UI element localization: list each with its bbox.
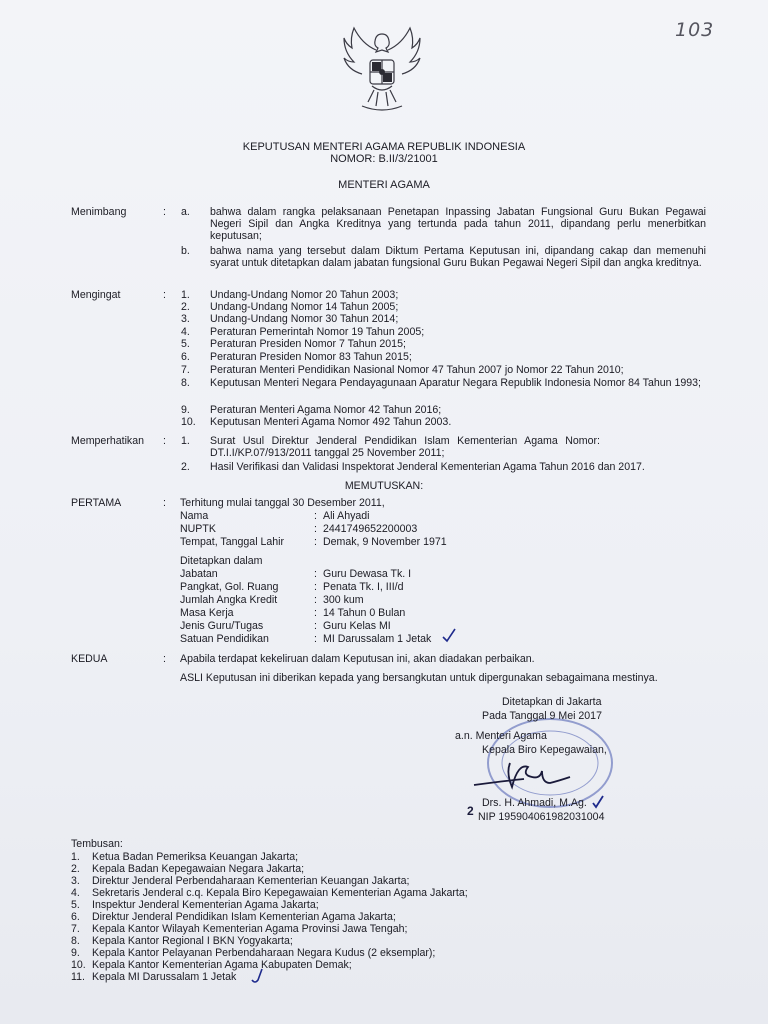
list-index: 8. [181,377,190,389]
field-label: Nama [180,510,209,522]
kedua-text: Apabila terdapat kekeliruan dalam Keputusan ini, akan diadakan perbaikan. [180,653,535,665]
mengingat-colon: : [163,289,166,301]
list-index: 5. [181,338,190,350]
memperhatikan-label: Memperhatikan [71,435,145,447]
list-index: 7. [71,923,80,935]
list-text: Direktur Jenderal Pendidikan Islam Kementerian Agama Jakarta; [92,911,396,923]
list-index: 1. [71,851,80,863]
list-text: Inspektur Jenderal Kementerian Agama Jakarta; [92,899,319,911]
list-index: 10. [181,416,196,428]
field-value: Guru Kelas MI [323,620,391,632]
list-item [71,947,435,959]
list-index: 3. [71,875,80,887]
list-item: Peraturan Presiden Nomor 7 Tahun 2015; [210,338,406,350]
field-value: Demak, 9 November 1971 [323,536,447,548]
list-index: 4. [181,326,190,338]
list-index: 1. [181,435,190,447]
handwritten-page-number: 103 [675,19,715,41]
list-item: Peraturan Pemerintah Nomor 19 Tahun 2005; [210,326,425,338]
list-text: Kepala Kantor Kementerian Agama Kabupaten Demak; [92,959,352,971]
list-item [71,851,298,863]
decree-number: NOMOR: B.II/3/21001 [330,153,438,165]
list-index: b. [181,245,190,257]
list-item: Peraturan Presiden Nomor 83 Tahun 2015; [210,351,412,363]
on-behalf-of: a.n. Menteri Agama [455,730,547,742]
list-index: a. [181,206,190,218]
checkmark-icon [591,795,605,809]
list-item: Keputusan Menteri Negara Pendayagunaan Aparatur Negara Republik Indonesia Nomor 84 Tahun 1993; [210,377,701,389]
signing-place: Ditetapkan di Jakarta [502,696,602,708]
pertama-intro: Terhitung mulai tanggal 30 Desember 2011, [180,497,385,509]
list-index: 6. [181,351,190,363]
pertama-label: PERTAMA [71,497,122,509]
list-text: Kepala MI Darussalam 1 Jetak [92,971,237,983]
checkmark-icon [441,628,457,644]
list-index: 5. [71,899,80,911]
field-separator: : [314,568,317,580]
handwritten-mark: 2 [467,804,474,818]
list-item [71,887,468,899]
field-label: NUPTK [180,523,216,535]
list-item: Undang-Undang Nomor 20 Tahun 2003; [210,289,399,301]
list-text: Sekretaris Jenderal c.q. Kepala Biro Kepegawaian Kementerian Agama Jakarta; [92,887,468,899]
list-item: Hasil Verifikasi dan Validasi Inspektorat Jenderal Kementerian Agama Tahun 2016 dan 2017. [210,461,645,473]
list-item [71,935,293,947]
menimbang-label: Menimbang [71,206,127,218]
list-item [71,911,396,923]
field-value: 2441749652200003 [323,523,418,535]
field-separator: : [314,594,317,606]
list-index: 2. [71,863,80,875]
list-index: 2. [181,461,190,473]
list-index: 4. [71,887,80,899]
mengingat-label: Mengingat [71,289,121,301]
field-label: Satuan Pendidikan [180,633,269,645]
signing-date: Pada Tanggal 9 Mei 2017 [482,710,602,722]
list-item [71,971,236,983]
list-index: 11. [71,971,85,983]
list-index: 7. [181,364,190,376]
checkmark-icon [250,968,264,984]
list-item: Undang-Undang Nomor 30 Tahun 2014; [210,313,399,325]
list-index: 8. [71,935,80,947]
field-value: 14 Tahun 0 Bulan [323,607,406,619]
field-value: MI Darussalam 1 Jetak [323,633,432,645]
field-label: Jumlah Angka Kredit [180,594,278,606]
list-item [71,959,352,971]
field-label: Pangkat, Gol. Ruang [180,581,279,593]
issuing-office: MENTERI AGAMA [338,179,430,191]
list-text: Ketua Badan Pemeriksa Keuangan Jakarta; [92,851,299,863]
field-label: Tempat, Tanggal Lahir [180,536,285,548]
field-value: 300 kum [323,594,364,606]
list-index: 9. [181,404,190,416]
field-separator: : [314,633,317,645]
field-separator: : [314,581,317,593]
field-separator: : [314,523,317,535]
list-item: Keputusan Menteri Agama Nomor 492 Tahun 2003. [210,416,452,428]
field-value: Ali Ahyadi [323,510,370,522]
list-text: Kepala Kantor Pelayanan Perbendaharaan Negara Kudus (2 eksemplar); [92,947,436,959]
list-item: Peraturan Menteri Pendidikan Nasional Nomor 47 Tahun 2007 jo Nomor 22 Tahun 2010; [210,364,624,376]
decree-title: KEPUTUSAN MENTERI AGAMA REPUBLIK INDONESIA [242,141,526,153]
list-index: 6. [71,911,80,923]
garuda-emblem-icon [332,20,432,120]
signer-position: Kepala Biro Kepegawaian, [482,744,607,756]
list-index: 10. [71,959,86,971]
list-text: Kepala Kantor Wilayah Kementerian Agama Provinsi Jawa Tengah; [92,923,408,935]
list-index: 9. [71,947,80,959]
field-value: Guru Dewasa Tk. I [323,568,412,580]
kedua-label: KEDUA [71,653,108,665]
field-value: Penata Tk. I, III/d [323,581,404,593]
list-text: Direktur Jenderal Perbendaharaan Kementerian Keuangan Jakarta; [92,875,410,887]
memperhatikan-colon: : [163,435,166,447]
asli-statement: ASLI Keputusan ini diberikan kepada yang bersangkutan untuk dipergunakan sebagaimana mestinya. [180,672,658,684]
tembusan-label: Tembusan: [71,838,123,850]
field-separator: : [314,536,317,548]
field-separator: : [314,607,317,619]
list-text: Kepala Badan Kepegawaian Negara Jakarta; [92,863,305,875]
kedua-colon: : [163,653,166,665]
field-label: Masa Kerja [180,607,234,619]
menimbang-colon: : [163,206,166,218]
pertama-colon: : [163,497,166,509]
list-item [71,923,407,935]
list-item [71,863,304,875]
field-separator: : [314,620,317,632]
signer-nip: NIP 195904061982031004 [478,811,605,823]
list-text: Kepala Kantor Regional I BKN Yogyakarta; [92,935,293,947]
list-item: Peraturan Menteri Agama Nomor 42 Tahun 2016; [210,404,442,416]
field-label: Jenis Guru/Tugas [180,620,264,632]
list-item [71,899,319,911]
field-label: Jabatan [180,568,218,580]
list-index: 2. [181,301,190,313]
signer-name: Drs. H. Ahmadi, M.Ag. [482,797,587,809]
list-item: bahwa dalam rangka pelaksanaan Penetapan Inpassing Jabatan Fungsional Guru Bukan Pegawai Negeri Sipil dan Angka Kreditnya yang tertunda pada tahun 2011, dipandang perlu menerbitkan keputusan; [210,206,706,242]
field-separator: : [314,510,317,522]
list-index: 1. [181,289,190,301]
list-index: 3. [181,313,190,325]
list-item: bahwa nama yang tersebut dalam Diktum Pertama Keputusan ini, dipandang cakap dan memenuhi syarat untuk ditetapkan dalam jabatan fungsional Guru Bukan Pegawai Negeri Sipil dan angka kreditnya. [210,245,706,269]
ditetapkan-heading: Ditetapkan dalam [180,555,263,567]
memutuskan-heading: MEMUTUSKAN: [344,480,424,492]
list-item: Undang-Undang Nomor 14 Tahun 2005; [210,301,399,313]
list-item [71,875,409,887]
list-item: Surat Usul Direktur Jenderal Pendidikan Islam Kementerian Agama Nomor: DT.I.I/KP.07/913/2011 tanggal 25 November 2011; [210,435,600,459]
